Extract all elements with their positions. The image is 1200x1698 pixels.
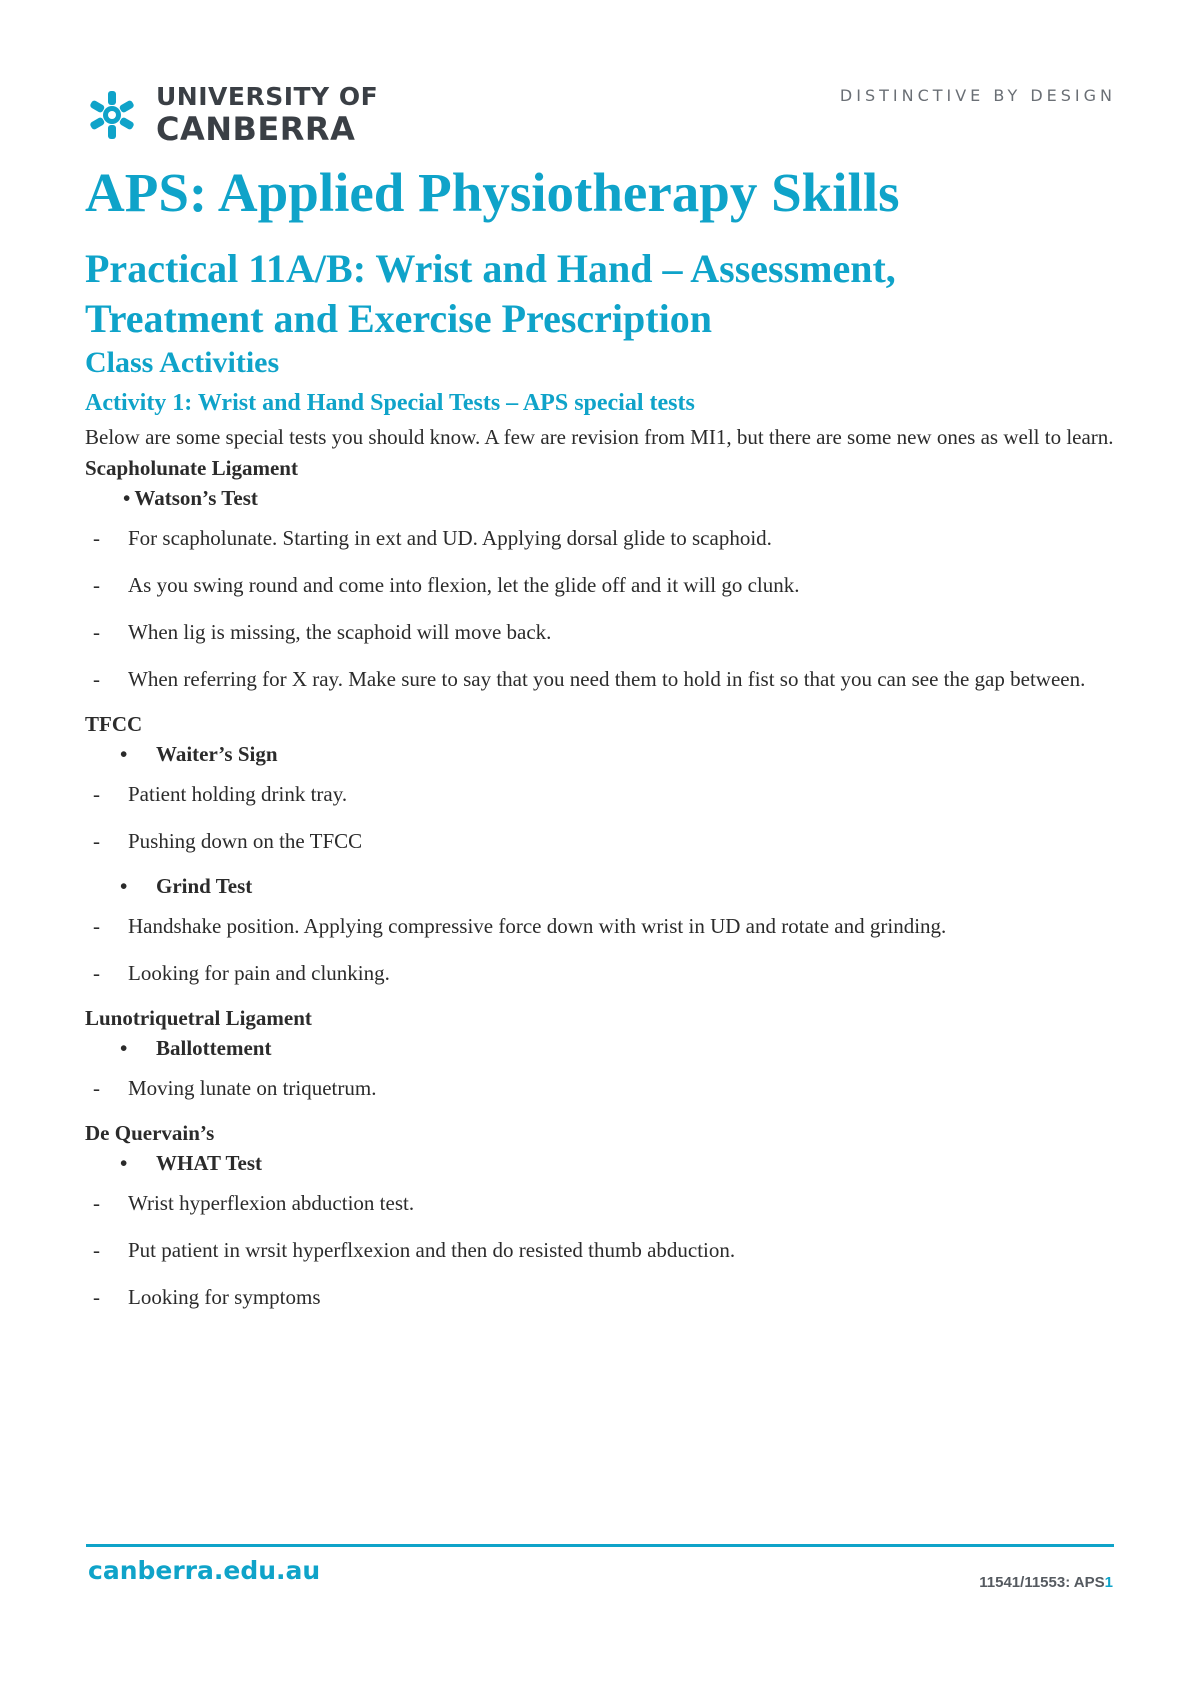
dash-icon: - xyxy=(93,667,100,691)
list-item xyxy=(85,570,1115,601)
test-bullet-waiters-sign xyxy=(85,739,1115,769)
list-item-text: As you swing round and come into flexion, let the glide off and it will go clunk. xyxy=(128,573,800,597)
test-name: Watson’s Test xyxy=(134,486,258,510)
logo-wordmark xyxy=(156,82,379,148)
bullet-dot-icon: • xyxy=(120,1036,128,1060)
section-heading-tfcc: TFCC xyxy=(85,712,143,736)
list-item-text: When referring for X ray. Make sure to say that you need them to hold in fist so that you can see the gap between. xyxy=(128,667,1086,691)
list-item-text: Handshake position. Applying compressive force down with wrist in UD and rotate and grinding. xyxy=(128,914,947,938)
activity-heading: Activity 1: Wrist and Hand Special Tests – APS special tests xyxy=(85,390,695,416)
bullet-dot-icon: • xyxy=(120,742,128,766)
list-item-text: Wrist hyperflexion abduction test. xyxy=(128,1191,415,1215)
university-logo xyxy=(86,82,379,148)
list-item-text: When lig is missing, the scaphoid will move back. xyxy=(128,620,552,644)
class-activities-heading: Class Activities xyxy=(85,346,280,379)
list-item xyxy=(85,958,1115,989)
bullet-dot-icon: • xyxy=(120,1151,128,1175)
list-item xyxy=(85,1073,1115,1104)
dash-icon: - xyxy=(93,1285,100,1309)
footer-website: canberra.edu.au xyxy=(88,1556,321,1585)
university-emblem-icon xyxy=(86,89,138,141)
test-bullet-watsons xyxy=(85,483,1115,513)
practical-title-line2: Treatment and Exercise Prescription xyxy=(85,296,712,341)
test-name: WHAT Test xyxy=(156,1151,263,1175)
dash-icon: - xyxy=(93,620,100,644)
list-item xyxy=(85,1235,1115,1266)
dash-icon: - xyxy=(93,961,100,985)
dash-icon: - xyxy=(93,914,100,938)
dash-icon: - xyxy=(93,829,100,853)
list-item xyxy=(85,617,1115,648)
list-item-text: Looking for pain and clunking. xyxy=(128,961,390,985)
document-body xyxy=(85,160,1115,1313)
dash-icon: - xyxy=(93,1076,100,1100)
list-item-text: Patient holding drink tray. xyxy=(128,782,348,806)
dash-icon: - xyxy=(93,573,100,597)
dash-icon: - xyxy=(93,526,100,550)
bullet-dot-icon: • xyxy=(123,486,131,510)
list-item-text: Moving lunate on triquetrum. xyxy=(128,1076,377,1100)
dash-icon: - xyxy=(93,1191,100,1215)
list-item-text: For scapholunate. Starting in ext and UD. Applying dorsal glide to scaphoid. xyxy=(128,526,772,550)
list-item xyxy=(85,1282,1115,1313)
list-item xyxy=(85,664,1115,695)
test-bullet-what-test xyxy=(85,1148,1115,1178)
test-name: Waiter’s Sign xyxy=(156,742,278,766)
tagline: DISTINCTIVE BY DESIGN xyxy=(839,86,1116,105)
test-name: Grind Test xyxy=(156,874,253,898)
bullet-dot-icon: • xyxy=(120,874,128,898)
practical-title-line1: Practical 11A/B: Wrist and Hand – Assessment, xyxy=(85,246,896,291)
section-heading-scapholunate: Scapholunate Ligament xyxy=(85,456,298,480)
logo-line-university-of: UNIVERSITY OF xyxy=(156,82,379,111)
page-title: APS: Applied Physiotherapy Skills xyxy=(85,162,900,223)
test-bullet-ballottement xyxy=(85,1033,1115,1063)
logo-line-canberra: CANBERRA xyxy=(156,110,356,148)
test-bullet-grind-test xyxy=(85,871,1115,901)
footer-divider xyxy=(86,1544,1114,1547)
list-item xyxy=(85,911,1115,942)
dash-icon: - xyxy=(93,782,100,806)
unit-code-text: 11541/11553: APS xyxy=(979,1574,1105,1591)
test-name: Ballottement xyxy=(156,1036,272,1060)
intro-paragraph: Below are some special tests you should know. A few are revision from MI1, but there are some new ones as well to learn. xyxy=(85,425,1114,449)
list-item xyxy=(85,1188,1115,1219)
list-item xyxy=(85,523,1115,554)
list-item-text: Pushing down on the TFCC xyxy=(128,829,363,853)
section-heading-lunotriquetral: Lunotriquetral Ligament xyxy=(85,1006,312,1030)
list-item-text: Put patient in wrsit hyperflxexion and then do resisted thumb abduction. xyxy=(128,1238,736,1262)
list-item xyxy=(85,779,1115,810)
dash-icon: - xyxy=(93,1238,100,1262)
section-heading-de-quervains: De Quervain’s xyxy=(85,1121,215,1145)
page-number: 1 xyxy=(1104,1574,1113,1591)
list-item-text: Looking for symptoms xyxy=(128,1285,321,1309)
footer-unit-code xyxy=(979,1574,1113,1591)
list-item xyxy=(85,826,1115,857)
